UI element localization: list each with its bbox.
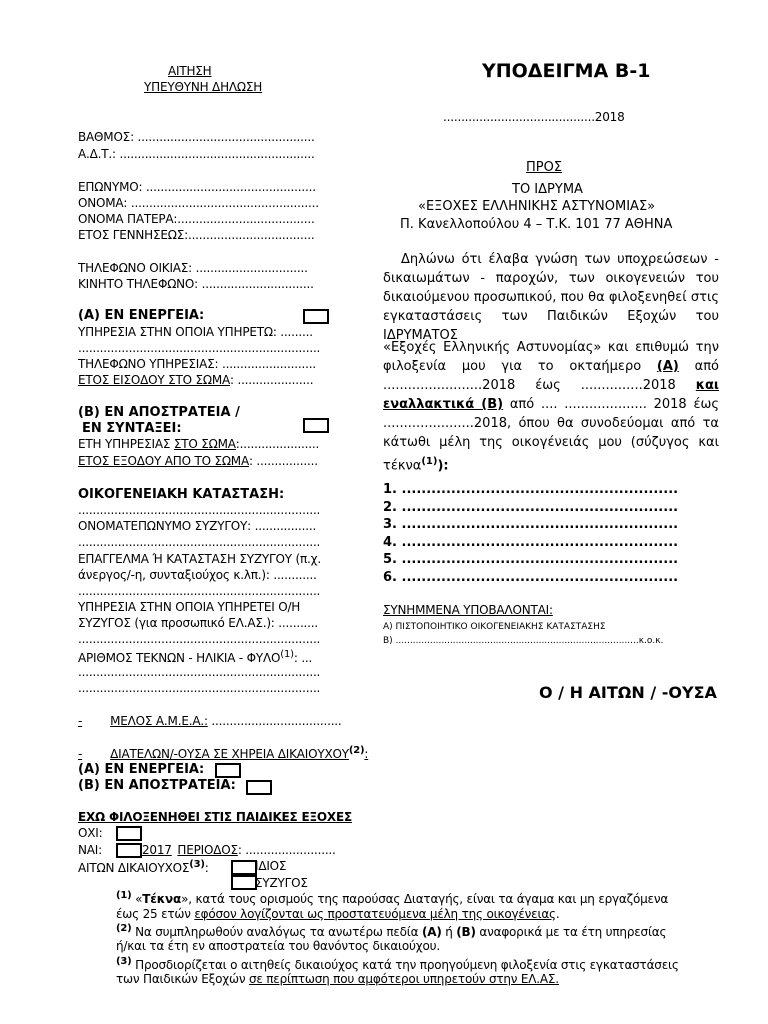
a-energeia2-checkbox[interactable] — [215, 763, 241, 778]
aitisi-label: ΑΙΤΗΣΗ — [168, 64, 212, 78]
address-label: Π. Κανελλοπούλου 4 – Τ.Κ. 101 77 ΑΘΗΝΑ — [400, 217, 673, 232]
oikogeneiaki-heading: ΟΙΚΟΓΕΝΕΙΑΚΗ ΚΑΤΑΣΤΑΣΗ: — [78, 487, 285, 502]
aiton-signature-label: Ο / Η ΑΙΤΩΝ / -ΟΥΣΑ — [539, 683, 717, 702]
adt-field[interactable]: Α.Δ.Τ.: ...................................................... — [78, 147, 315, 161]
etos-exodou-field[interactable]: ΕΤΟΣ ΕΞΟΔΟΥ ΑΠΟ ΤΟ ΣΩΜΑ: ................. — [78, 454, 318, 468]
a-energeia-heading: (Α) ΕΝ ΕΝΕΡΓΕΙΑ: — [78, 308, 205, 323]
footnote-2-line-2: ή/και τα έτη εν αποστρατεία του θανόντος δικαιούχου. — [116, 939, 441, 953]
synimmena-item-b[interactable]: Β) .....................................................................................κ.ο.κ. — [383, 636, 664, 646]
etos-gennisis-field[interactable]: ΕΤΟΣ ΓΕΝΝΗΣΕΩΣ:................................... — [78, 228, 315, 242]
member-line-1[interactable]: 1. ........................................................ — [383, 482, 679, 497]
pros-label: ΠΡΟΣ — [526, 160, 563, 175]
members-list — [383, 481, 678, 587]
b-apostrateia-checkbox[interactable] — [303, 418, 329, 433]
ypodeigma-title: ΥΠΟΔΕΙΓΜΑ Β-1 — [482, 60, 651, 82]
dots-line: ................................................................... — [78, 503, 321, 517]
dots-line: ................................................................... — [78, 632, 321, 646]
onoma-field[interactable]: ΟΝΟΜΑ: .................................................... — [78, 196, 319, 210]
member-line-4[interactable]: 4. ........................................................ — [383, 534, 679, 550]
member-line-2[interactable]: 2. ........................................................ — [383, 499, 679, 515]
idios-checkbox[interactable] — [231, 860, 257, 875]
footnote-1-line-2: έως 25 ετών εφόσον λογίζονται ως προστατευόμενα μέλη της οικογένειας. — [116, 907, 560, 921]
to-idryma-label: ΤΟ ΙΔΡΥΜΑ — [512, 182, 583, 197]
exo-filoxenithei-heading: ΕΧΩ ΦΙΛΟΞΕΝΗΘΕΙ ΣΤΙΣ ΠΑΙΔΙΚΕΣ ΕΞΟΧΕΣ — [78, 810, 352, 824]
kinito-field[interactable]: ΚΙΝΗΤΟ ΤΗΛΕΦΩΝΟ: ............................... — [78, 277, 314, 291]
footnote-3-line-1: $^{(3)}$ Προσδιορίζεται ο αιτηθείς δικαιούχος κατά την προηγούμενη φιλοξενία στις εγκαταστάσεις — [116, 956, 679, 972]
onomateponymo-syzygou-field[interactable]: ΟΝΟΜΑΤΕΠΩΝΥΜΟ ΣΥΖΥΓΟΥ: ................. — [78, 519, 317, 533]
member-line-5[interactable]: 5. ........................................................ — [383, 552, 679, 568]
date-line: ..........................................2018 — [443, 110, 625, 124]
declaration-paragraph-2: «Εξοχές Ελληνικής Αστυνομίας» και επιθυμώ την φιλοξενία μου για το οκταήμερο (Α) από ........................2018 έως ...............2018 και εναλλακτικά (Β) από .... .................... 2018 έως ......................2018, όπου θα συνοδεύομαι από τα κάτωθι μέλη της οικογένειάς μου (σύζυγος και τέκνα$^{(1)}$): — [383, 340, 719, 474]
tilefono-ypiresias-field[interactable]: ΤΗΛΕΦΩΝΟ ΥΠΗΡΕΣΙΑΣ: .......................... — [78, 357, 316, 371]
declaration-paragraph-1: Δηλώνω ότι έλαβα γνώση των υποχρεώσεων - δικαιωμάτων - παροχών, των οικογενειών του δικαιούμενου προσωπικού, που θα φιλοξενηθεί στις εγκαταστάσεις των Παιδικών Εξοχών του ΙΔΡΥΜΑΤΟΣ — [383, 252, 719, 343]
aiton-dikaiouchos-label: ΑΙΤΩΝ ΔΙΚΑΙΟΥΧΟΣ$^{(3)}$: — [78, 859, 209, 875]
footnote-3-line-2: των Παιδικών Εξοχών σε περίπτωση που αμφότεροι υπηρετούν στην ΕΛ.ΑΣ. — [116, 972, 559, 986]
ypeuthyni-dilosi-title: ΥΠΕΥΘΥΝΗ ΔΗΛΩΣΗ — [144, 80, 263, 94]
onoma-patera-field[interactable]: ΟΝΟΜΑ ΠΑΤΕΡΑ:...................................... — [78, 212, 315, 226]
a-energeia-checkbox[interactable] — [303, 309, 329, 324]
tilefono-oikias-field[interactable]: ΤΗΛΕΦΩΝΟ ΟΙΚΙΑΣ: ............................... — [78, 261, 308, 275]
synimmena-heading: ΣΥΝΗΜΜΕΝΑ ΥΠΟΒΑΛΟΝΤΑΙ: — [383, 603, 553, 617]
dots-line: ................................................................... — [78, 584, 321, 598]
ochi-label: ΟΧΙ: — [78, 826, 103, 840]
b-apostrateia2-checkbox[interactable] — [246, 780, 272, 795]
footnote-2-line-1: $^{(2)}$ Να συμπληρωθούν αναλόγως τα ανωτέρω πεδία (Α) ή (Β) αναφορικά με τα έτη υπηρεσίας — [116, 923, 667, 939]
syzygos-label: ΣΥΖΥΓΟΣ — [255, 876, 308, 890]
etos-eisodou-field[interactable]: ΕΤΟΣ ΕΙΣΟΔΟΥ ΣΤΟ ΣΩΜΑ: ..................... — [78, 373, 314, 387]
vathmos-field[interactable]: ΒΑΘΜΟΣ: ................................................. — [78, 130, 315, 144]
synimmena-item-a: Α) ΠΙΣΤΟΠΟΙΗΤΙΚΟ ΟΙΚΟΓΕΝΕΙΑΚΗΣ ΚΑΤΑΣΤΑΣΗΣ — [383, 622, 606, 632]
dots-line: ................................................................... — [78, 341, 321, 355]
ypiresia-syzygou-label: ΥΠΗΡΕΣΙΑ ΣΤΗΝ ΟΠΟΙΑ ΥΠΗΡΕΤΕΙ Ο/Η — [78, 600, 301, 614]
member-line-6[interactable]: 6. ........................................................ — [383, 569, 679, 585]
eti-ypiresias-field[interactable]: ΕΤΗ ΥΠΗΡΕΣΙΑΣ ΣΤΟ ΣΩΜΑ:...................... — [78, 437, 320, 451]
footnote-1-line-1: $^{(1)}$ «Τέκνα», κατά τους ορισμούς της παρούσας Διαταγής, είναι τα άγαμα και μη εργαζόμενα — [116, 890, 669, 906]
nai-checkbox[interactable] — [116, 843, 142, 858]
member-line-3[interactable]: 3. ........................................................ — [383, 517, 679, 533]
idios-label: ΙΔΙΟΣ — [255, 859, 287, 873]
eponymo-field[interactable]: ΕΠΩΝΥΜΟ: ............................................... — [78, 180, 316, 194]
dots-line: ................................................................... — [78, 665, 321, 679]
nai-label: ΝΑΙ: — [78, 843, 102, 857]
b-apostrateia-heading: (Β) ΕΝ ΑΠΟΣΤΡΑΤΕΙΑ / — [78, 405, 240, 420]
epaggelma-syzygou-label: ΕΠΑΓΓΕΛΜΑ Ή ΚΑΤΑΣΤΑΣΗ ΣΥΖΥΓΟΥ (π.χ. — [78, 552, 321, 566]
a-energeia2-label: (Α) ΕΝ ΕΝΕΡΓΕΙΑ: — [78, 762, 205, 777]
exoches-label: «ΕΞΟΧΕΣ ΕΛΛΗΝΙΚΗΣ ΑΣΤΥΝΟΜΙΑΣ» — [418, 199, 656, 214]
arithmos-teknon-field[interactable]: ΑΡΙΘΜΟΣ ΤΕΚΝΩΝ - ΗΛΙΚΙΑ - ΦΥΛΟ$^{(1)}$: ... — [78, 649, 313, 665]
epaggelma-syzygou-field[interactable]: άνεργος/-η, συνταξιούχος κ.λπ.): ............ — [78, 568, 317, 582]
dots-line: ................................................................... — [78, 681, 321, 695]
en-syntaxei-heading: ΕΝ ΣΥΝΤΑΞΕΙ: — [82, 421, 182, 436]
ochi-checkbox[interactable] — [116, 826, 142, 841]
ypiresia-ypireto-field[interactable]: ΥΠΗΡΕΣΙΑ ΣΤΗΝ ΟΠΟΙΑ ΥΠΗΡΕΤΩ: ......... — [78, 325, 313, 339]
syzygos-checkbox[interactable] — [231, 875, 257, 890]
diatelon-heading: - ΔΙΑΤΕΛΩΝ/-ΟΥΣΑ ΣΕ ΧΗΡΕΙΑ ΔΙΚΑΙΟΥΧΟΥ$^{(2)}$: — [78, 745, 369, 761]
b-apostrateia2-label: (Β) ΕΝ ΑΠΟΣΤΡΑΤΕΙΑ: — [78, 778, 236, 793]
ypiresia-syzygou-field[interactable]: ΣΥΖΥΓΟΣ (για προσωπικό ΕΛ.ΑΣ.): ........... — [78, 616, 319, 630]
nai-period-field[interactable]: 2017 ΠΕΡΙΟΔΟΣ: ......................... — [142, 843, 336, 857]
dots-line: ................................................................... — [78, 535, 321, 549]
melos-amea-field[interactable]: - ΜΕΛΟΣ Α.Μ.Ε.Α.: .................................... — [78, 714, 342, 728]
